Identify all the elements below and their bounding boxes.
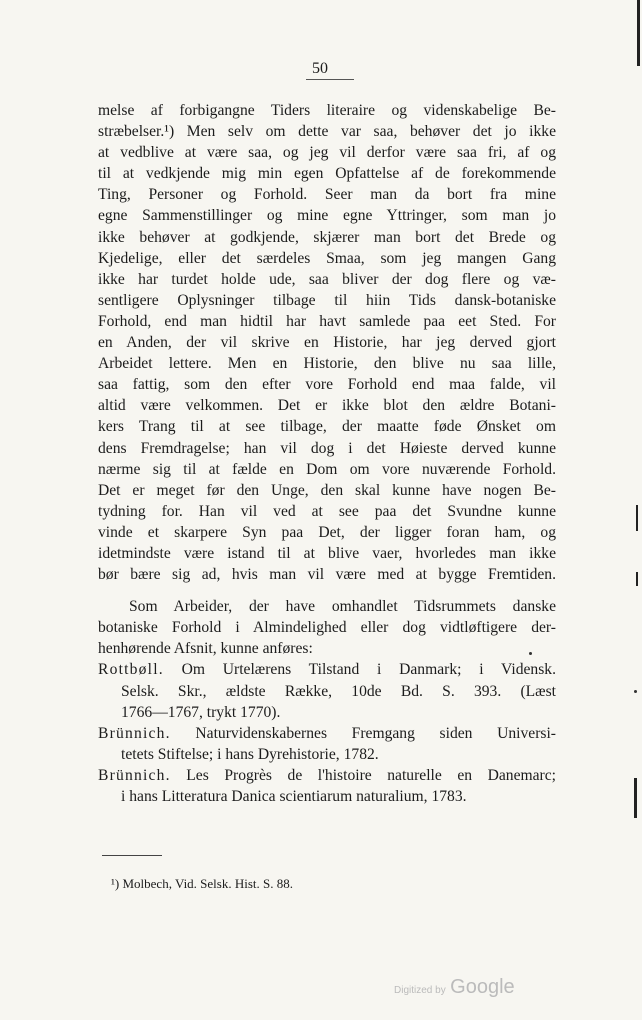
- page-edge-mark: [636, 572, 638, 586]
- reference-author: Brünnich.: [98, 766, 171, 784]
- text-line: henhørende Afsnit, kunne anføres:: [98, 640, 313, 658]
- reference-author: Rottbøll.: [98, 661, 164, 679]
- text-line: [98, 765, 556, 786]
- footnote-text: Molbech, Vid. Selsk. Hist. S. 88.: [122, 876, 294, 891]
- reference-list: [98, 659, 556, 807]
- text-line: [98, 723, 556, 744]
- text-line: Forhold, end man hidtil har havt samlede paa eet Sted. For: [98, 312, 556, 330]
- body-text: [98, 100, 556, 807]
- text-line: idetmindste være istand til at blive vaer, hvorledes man ikke: [98, 544, 556, 562]
- text-line: 1766—1767, trykt 1770).: [121, 703, 281, 721]
- footnote-marker: ¹): [111, 876, 120, 891]
- reference-text: Les Progrès de l'histoire naturelle en Danemarc;: [186, 766, 556, 784]
- page-edge-mark: [637, 0, 640, 66]
- text-line: botaniske Forhold i Almindelighed eller dog vidtløftigere der-: [98, 619, 556, 637]
- page-number-rule: [306, 79, 354, 80]
- text-line: sentligere Oplysninger tilbage til hiin Tids dansk-botaniske: [98, 291, 556, 309]
- text-line: Det er meget før den Unge, den skal kunne have nogen Be-: [98, 481, 556, 499]
- text-line: Kjedelige, eller det særdeles Smaa, som jeg mangen Gang: [98, 249, 556, 267]
- text-line: nærme sig til at fælde en Dom om vore nuværende Forhold.: [98, 460, 556, 478]
- text-line: egne Sammenstillinger og mine egne Yttringer, som man jo: [98, 207, 556, 225]
- scan-speck: [529, 652, 532, 655]
- paragraph-1: [98, 100, 556, 585]
- google-logo: Google: [450, 976, 515, 998]
- text-line: Arbeidet lettere. Men en Historie, den blive nu saa lille,: [98, 355, 556, 373]
- text-line: tydning for. Han vil ved at see paa det Svundne kunne: [98, 502, 556, 520]
- page-edge-mark: [636, 505, 638, 531]
- footnote-rule: [102, 855, 162, 856]
- scan-speck: [634, 690, 637, 693]
- page-edge-mark: [634, 778, 637, 818]
- digitized-by-google-watermark: [394, 976, 515, 999]
- text-line: tetets Stiftelse; i hans Dyrehistorie, 1782.: [121, 745, 379, 763]
- text-line: i hans Litteratura Danica scientiarum naturalium, 1783.: [121, 788, 467, 805]
- text-line: altid være velkommen. Det er ikke blot den ældre Botani-: [98, 397, 556, 415]
- text-line: ikke behøver at godkjende, skjærer man bort det Brede og: [98, 228, 556, 246]
- text-line: til at vedkjende mig min egen Opfattelse af de forekommende: [98, 165, 556, 183]
- text-line: en Anden, der vil skrive en Historie, har jeg derved gjort: [98, 334, 556, 352]
- footnote: [111, 876, 293, 892]
- reference-item: [98, 723, 556, 765]
- reference-text: Om Urtelærens Tilstand i Danmark; i Vidensk.: [181, 661, 556, 679]
- text-line: melse af forbigangne Tiders literaire og videnskabelige Be-: [98, 102, 556, 119]
- text-line: kers Trang til at see tilbage, der maatte føde Ønsket om: [98, 418, 556, 436]
- reference-item: [98, 659, 556, 722]
- text-line: bør bære sig ad, hvis man vil være med at bygge Fremtiden.: [98, 566, 556, 584]
- reference-item: [98, 765, 556, 807]
- text-line: vinde et skarpere Syn paa Det, der ligger foran ham, og: [98, 523, 556, 541]
- reference-text: Naturvidenskabernes Fremgang siden Universi-: [195, 724, 556, 742]
- text-line: dens Fremdragelse; han vil dog i det Høieste derved kunne: [98, 439, 556, 457]
- paragraph-2: [98, 596, 556, 659]
- text-line: [98, 659, 556, 680]
- text-line: saa fattig, som den efter vore Forhold end maa falde, vil: [98, 376, 556, 394]
- text-line: ikke har turdet holde ude, saa bliver der dog flere og væ-: [98, 270, 556, 288]
- text-line: stræbelser.¹) Men selv om dette var saa, behøver det jo ikke: [98, 123, 556, 141]
- watermark-prefix: Digitized by: [394, 985, 446, 996]
- reference-author: Brünnich.: [98, 724, 171, 742]
- text-line: Som Arbeider, der have omhandlet Tidsrummets danske: [129, 598, 556, 616]
- text-line: at vedblive at være saa, og jeg vil derfor være saa fri, af og: [98, 144, 556, 162]
- text-line: Ting, Personer og Forhold. Seer man da bort fra mine: [98, 186, 556, 204]
- page-number: 50: [312, 60, 328, 77]
- paragraph-gap: [98, 585, 556, 596]
- text-line: Selsk. Skr., ældste Række, 10de Bd. S. 393. (Læst: [121, 682, 556, 700]
